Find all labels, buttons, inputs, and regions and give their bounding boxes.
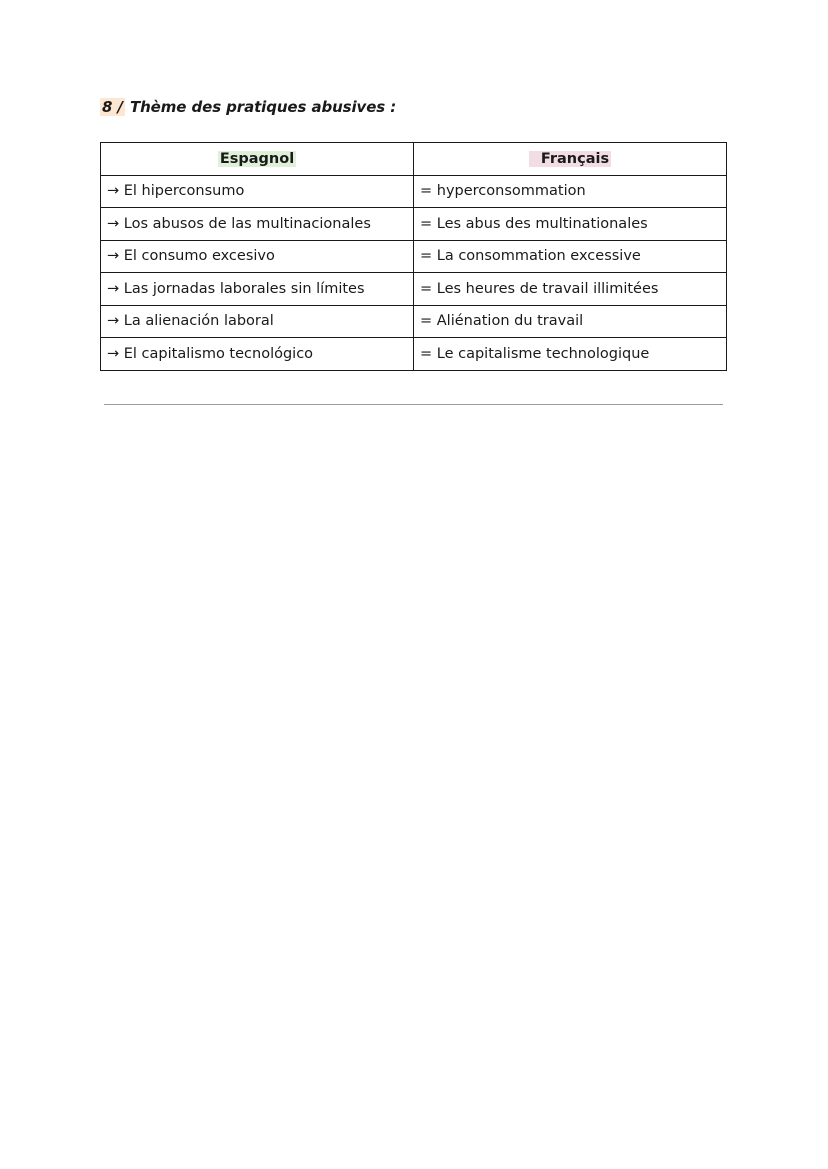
spanish-term: → El capitalismo tecnológico [101, 338, 414, 371]
table-header-row [101, 143, 727, 176]
french-term: = Le capitalisme technologique [414, 338, 727, 371]
table-row [101, 305, 727, 338]
french-term: = La consommation excessive [414, 240, 727, 273]
vocabulary-table [100, 142, 727, 371]
french-term: = hyperconsommation [414, 175, 727, 208]
french-term: = Les heures de travail illimitées [414, 273, 727, 306]
spanish-header-cell [101, 143, 414, 176]
french-header-cell [414, 143, 727, 176]
spanish-term: → El consumo excesivo [101, 240, 414, 273]
spanish-term: → La alienación laboral [101, 305, 414, 338]
table-row [101, 208, 727, 241]
table-row [101, 273, 727, 306]
section-heading [100, 98, 396, 116]
spanish-term: → Las jornadas laborales sin límites [101, 273, 414, 306]
french-term: = Aliénation du travail [414, 305, 727, 338]
french-term: = Les abus des multinationales [414, 208, 727, 241]
table-row [101, 175, 727, 208]
table-row [101, 240, 727, 273]
section-number: 8 / [102, 98, 123, 116]
section-title: Thème des pratiques abusives : [129, 98, 397, 116]
french-header-label: Français [529, 151, 611, 167]
spanish-term: → El hiperconsumo [101, 175, 414, 208]
spanish-term: → Los abusos de las multinacionales [101, 208, 414, 241]
horizontal-divider [104, 404, 723, 405]
table-row [101, 338, 727, 371]
spanish-header-label: Espagnol [219, 150, 295, 167]
